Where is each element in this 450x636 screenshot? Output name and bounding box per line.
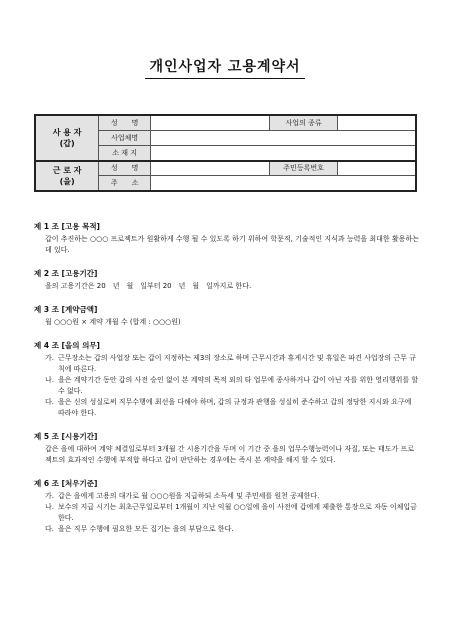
article-5 — [34, 431, 420, 466]
resident-number-label: 주민등록번호 — [270, 161, 338, 176]
list-item — [34, 397, 420, 419]
item-marker: 가. — [45, 354, 54, 362]
employee-label-text: 근 로 자 (을) — [52, 165, 82, 186]
company-field[interactable] — [151, 130, 416, 145]
item-marker: 나. — [45, 503, 54, 511]
article-text: 을의 고용기간은 20 년 월 일부터 20 년 월 일까지로 한다. — [45, 282, 252, 290]
article-text: 갑은 을에 대하여 계약 체결일로부터 3개월 간 시용기간을 두며 이 기간 중 을의 업무수행능력이나 자질, 또는 태도가 프로젝트의 효과적인 수행에 부적합 하다고 갑이 판단하는 경우에는 즉시 본 계약을 해지 할 수 있다. — [45, 445, 415, 464]
item-marker: 나. — [45, 376, 54, 384]
article-1 — [34, 221, 420, 256]
contract-articles — [34, 221, 420, 547]
employee-label — [35, 161, 99, 191]
list-item — [34, 491, 420, 502]
article-heading: 제 3 조 [계약금액] — [34, 305, 98, 314]
item-text: 보수의 지급 시기는 최초근무일로부터 1개월이 지난 익월 ○○일에 을이 사전에 갑에게 제출한 통장으로 자동 이체입금 한다. — [58, 503, 417, 522]
article-4 — [34, 340, 420, 419]
location-field[interactable] — [151, 145, 416, 160]
article-text: 갑이 추진하는 ○○○ 프로젝트가 원활하게 수행 될 수 있도록 하기 위하여 학문적, 기술적인 지식과 능력을 최대한 활용하는데 있다. — [45, 235, 419, 254]
party-info-table — [34, 114, 417, 192]
item-text: 근무장소는 갑의 사업장 또는 갑이 지정하는 제3의 장소로 하며 근무시간과 휴게시간 및 휴일은 파견 사업장의 근무 규칙에 따른다. — [58, 354, 416, 373]
document-title — [0, 56, 450, 79]
article-heading: 제 5 조 [시용기간] — [34, 432, 98, 441]
location-label: 소 재 지 — [99, 145, 151, 160]
article-3 — [34, 304, 420, 328]
article-heading: 제 6 조 [처우기준] — [34, 479, 98, 488]
article-text: 월 ○○○원 × 계약 개월 수 (합계 : ○○○원) — [45, 318, 181, 326]
document-title-text: 개인사업자 고용계약서 — [145, 56, 304, 79]
article-2 — [34, 268, 420, 292]
item-marker: 다. — [45, 525, 54, 533]
employee-name-field[interactable] — [151, 161, 270, 176]
item-marker: 다. — [45, 398, 54, 406]
item-text: 을은 신의 성실로써 직무수행에 최선을 다해야 하며, 갑의 규정과 관행을 성실히 준수하고 갑의 정당한 지시와 요구에 따라야 한다. — [58, 398, 412, 417]
business-type-field[interactable] — [337, 115, 416, 130]
item-text: 을은 직무 수행에 필요한 모든 집기는 을의 부담으로 한다. — [58, 525, 234, 533]
employee-name-label: 성 명 — [99, 161, 151, 176]
business-type-label: 사업의 종류 — [270, 115, 338, 130]
employer-label — [35, 115, 99, 161]
item-text: 갑은 을에게 고용의 대가로 월 ○○○원을 지급하되 소득세 및 주민세를 원천 공제한다. — [58, 492, 320, 500]
list-item — [34, 502, 420, 524]
resident-number-field[interactable] — [337, 161, 416, 176]
article-heading: 제 2 조 [고용기간] — [34, 269, 98, 278]
article-heading: 제 1 조 [고용 목적] — [34, 222, 100, 231]
company-label: 사업체명 — [99, 130, 151, 145]
employer-name-field[interactable] — [151, 115, 270, 130]
address-label: 주 소 — [99, 176, 151, 191]
list-item — [34, 353, 420, 375]
list-item — [34, 524, 420, 535]
employer-label-text: 사 용 자 (갑) — [52, 127, 82, 148]
article-heading: 제 4 조 [을의 의무] — [34, 341, 100, 350]
item-marker: 가. — [45, 492, 54, 500]
article-6 — [34, 478, 420, 535]
address-field[interactable] — [151, 176, 416, 191]
item-text: 을은 계약기간 동안 갑의 사전 승인 없이 본 계약의 목적 외의 타 업무에 종사하거나 갑이 아닌 자를 위한 영리행위를 할 수 없다. — [58, 376, 419, 395]
employer-name-label: 성 명 — [99, 115, 151, 130]
list-item — [34, 375, 420, 397]
